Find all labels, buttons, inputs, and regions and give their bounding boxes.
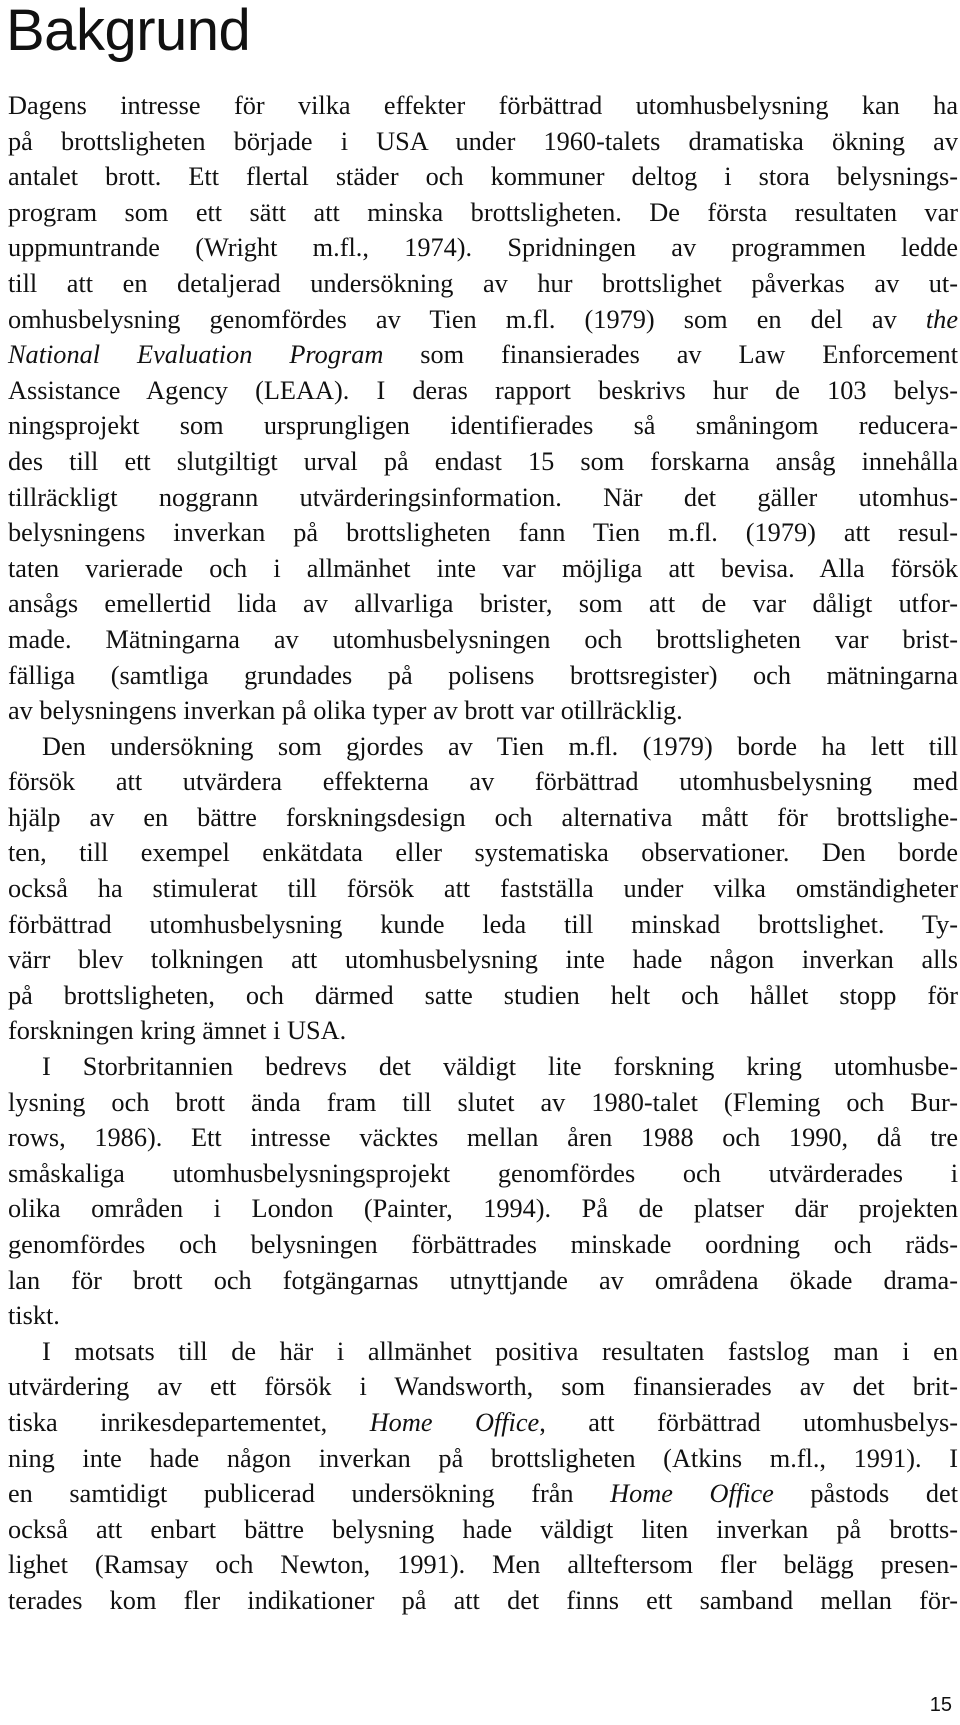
text-line <box>8 1334 958 1370</box>
text-line <box>8 266 958 302</box>
text-line <box>8 978 958 1014</box>
text-line <box>8 1156 958 1192</box>
text-line <box>8 1369 958 1405</box>
text-segment: I motsats till de här i allmänhet positiva resultaten fastslog man i en <box>42 1336 958 1366</box>
text-segment: värr blev tolkningen att utomhusbelysning inte hade någon inverkan alls <box>8 945 958 975</box>
text-segment: des till ett slutgiltigt urval på endast 15 som forskarna ansåg innehålla <box>8 446 958 476</box>
text-line <box>8 871 958 907</box>
text-segment: tiska inrikesdepartementet, <box>8 1407 370 1437</box>
text-segment: hjälp av en bättre forskningsdesign och alternativa mått för brottslighe- <box>8 802 958 832</box>
text-segment: Dagens intresse för vilka effekter förbättrad utomhusbelysning kan ha <box>8 91 958 120</box>
text-segment: ningsprojekt som ursprungligen identifierades så småningom reducera- <box>8 411 958 441</box>
text-segment: tillräckligt noggrann utvärderingsinformation. När det gäller utomhus- <box>8 482 958 512</box>
text-line <box>8 302 958 338</box>
text-line <box>8 230 958 266</box>
text-segment: förbättrad utomhusbelysning kunde leda till minskad brottslighet. Ty- <box>8 909 958 939</box>
text-segment: rows, 1986). Ett intresse väcktes mellan åren 1988 och 1990, då tre <box>8 1123 958 1153</box>
text-segment: också ha stimulerat till försök att fastställa under vilka omständigheter <box>8 874 958 904</box>
page-number: 15 <box>929 1694 952 1716</box>
text-segment: på brottsligheten, och därmed satte studien helt och hållet stopp för <box>8 980 958 1010</box>
text-segment: försök att utvärdera effekterna av förbättrad utomhusbelysning med <box>8 767 958 797</box>
text-segment: påstods det <box>773 1479 958 1509</box>
text-line <box>8 1512 958 1548</box>
text-line <box>8 1547 958 1583</box>
text-line <box>8 551 958 587</box>
text-segment: terades kom fler indikationer på att det finns ett samband mellan för- <box>8 1585 958 1615</box>
text-segment: ning inte hade någon inverkan på brottsligheten (Atkins m.fl., 1991). I <box>8 1443 958 1473</box>
text-line <box>8 800 958 836</box>
text-segment: taten varierade och i allmänhet inte var möjliga att bevisa. Alla försök <box>8 553 958 583</box>
text-line <box>8 1405 958 1441</box>
text-line <box>8 515 958 551</box>
text-segment: uppmuntrande (Wright m.fl., 1974). Spridningen av programmen ledde <box>8 233 958 263</box>
text-line <box>8 444 958 480</box>
text-segment: antalet brott. Ett flertal städer och kommuner deltog i stora belysnings- <box>8 162 958 192</box>
text-line <box>8 337 958 373</box>
text-segment: som finansierades av Law Enforcement <box>383 340 958 370</box>
text-segment: fälliga (samtliga grundades på polisens brottsregister) och mätningarna <box>8 660 958 690</box>
text-segment: småskaliga utomhusbelysningsprojekt genomfördes och utvärderades i <box>8 1158 958 1188</box>
text-segment: på brottsligheten började i USA under 1960-talets dramatiska ökning av <box>8 126 958 156</box>
body-text <box>8 88 958 1619</box>
text-segment: till att en detaljerad undersökning av hur brottslighet påverkas av ut- <box>8 268 958 298</box>
text-line <box>8 622 958 658</box>
text-segment: ten, till exempel enkätdata eller systematiska observationer. Den borde <box>8 838 958 868</box>
text-line <box>8 1013 958 1049</box>
text-line <box>8 835 958 871</box>
text-segment: Den undersökning som gjordes av Tien m.fl. (1979) borde ha lett till <box>42 731 958 761</box>
text-line <box>8 1441 958 1477</box>
text-line <box>8 159 958 195</box>
text-line <box>8 1298 958 1334</box>
text-segment: genomfördes och belysningen förbättrades minskade oordning och räds- <box>8 1230 958 1259</box>
text-line <box>8 764 958 800</box>
text-line <box>8 480 958 516</box>
text-line <box>8 1263 958 1299</box>
text-line <box>8 907 958 943</box>
text-line <box>8 124 958 160</box>
text-line <box>8 586 958 622</box>
text-line <box>8 729 958 765</box>
text-segment: , att förbättrad utomhusbelys- <box>539 1407 958 1437</box>
text-segment: I Storbritannien bedrevs det väldigt lite forskning kring utomhusbe- <box>42 1052 958 1082</box>
text-segment: utvärdering av ett försök i Wandsworth, som finansierades av det brit- <box>8 1372 958 1402</box>
text-line <box>8 88 958 124</box>
text-segment: omhusbelysning genomfördes av Tien m.fl. (1979) som en del av <box>8 304 926 334</box>
text-line <box>8 658 958 694</box>
text-segment: av belysningens inverkan på olika typer av brott var otillräcklig. <box>8 696 683 726</box>
text-segment: lysning och brott ända fram till slutet av 1980-talet (Fleming och Bur- <box>8 1087 958 1117</box>
paragraph <box>8 729 958 1049</box>
text-line <box>8 408 958 444</box>
text-segment: made. Mätningarna av utomhusbelysningen och brottsligheten var brist- <box>8 624 958 654</box>
text-line <box>8 693 958 729</box>
italic-text: the <box>925 304 958 334</box>
italic-text: Home Office <box>369 1407 540 1437</box>
paragraph <box>8 1334 958 1619</box>
text-segment: lan för brott och fotgängarnas utnyttjande av områdena ökade drama- <box>8 1265 958 1295</box>
text-segment: belysningens inverkan på brottsligheten fann Tien m.fl. (1979) att resul- <box>8 518 958 548</box>
paragraph <box>8 1049 958 1334</box>
text-segment: forskningen kring ämnet i USA. <box>8 1016 347 1046</box>
italic-text: National Evaluation Program <box>8 340 384 370</box>
text-line <box>8 1476 958 1512</box>
text-line <box>8 1085 958 1121</box>
text-segment: program som ett sätt att minska brottsligheten. De första resultaten var <box>8 197 958 227</box>
text-segment: en samtidigt publicerad undersökning från <box>8 1479 611 1509</box>
text-line <box>8 1191 958 1227</box>
text-line <box>8 942 958 978</box>
text-segment: ansågs emellertid lida av allvarliga brister, som att de var dåligt utfor- <box>8 589 958 619</box>
text-line <box>8 1049 958 1085</box>
text-segment: lighet (Ramsay och Newton, 1991). Men allteftersom fler belägg presen- <box>8 1550 958 1580</box>
text-line <box>8 195 958 231</box>
text-line <box>8 1583 958 1619</box>
text-line <box>8 1120 958 1156</box>
italic-text: Home Office <box>610 1479 774 1509</box>
section-heading: Bakgrund <box>6 0 251 63</box>
text-segment: olika områden i London (Painter, 1994). På de platser där projekten <box>8 1194 958 1224</box>
text-line <box>8 1227 958 1263</box>
text-line <box>8 373 958 409</box>
text-segment: också att enbart bättre belysning hade väldigt liten inverkan på brotts- <box>8 1514 958 1544</box>
paragraph <box>8 88 958 729</box>
text-segment: Assistance Agency (LEAA). I deras rapport beskrivs hur de 103 belys- <box>8 375 958 405</box>
text-segment: tiskt. <box>8 1301 60 1331</box>
